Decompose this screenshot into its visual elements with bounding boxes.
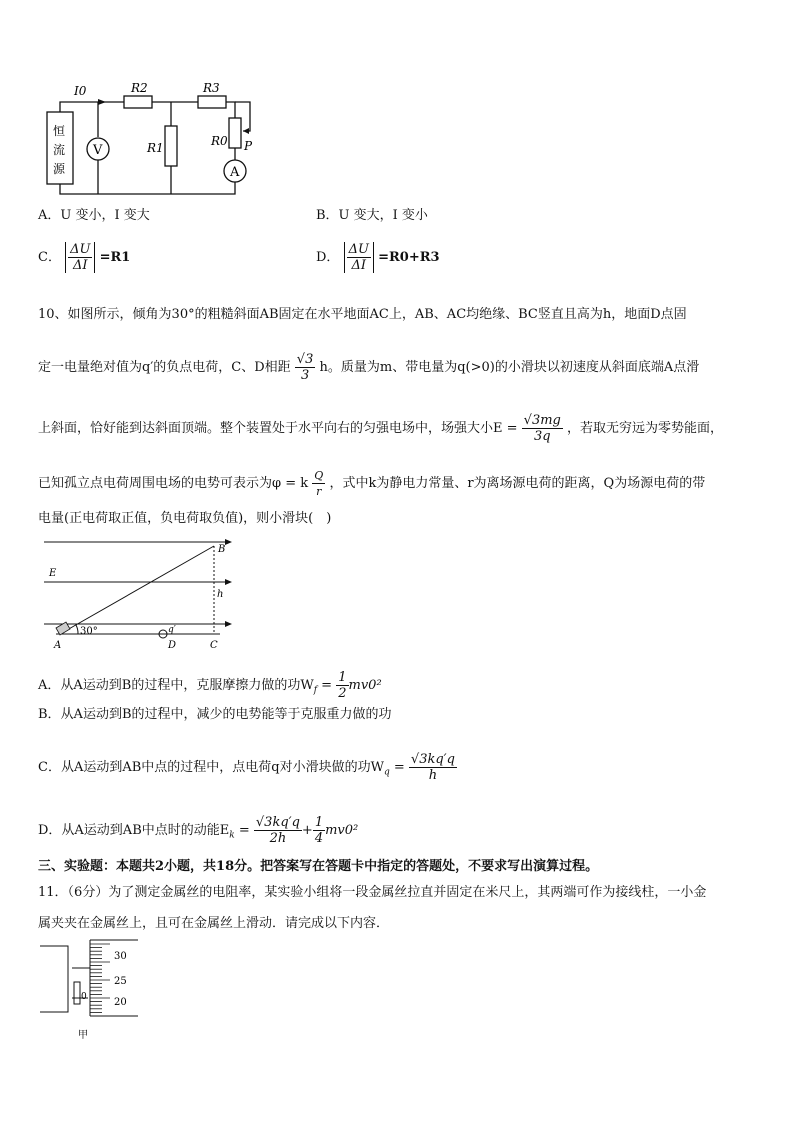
- q10-opt-a-tail: mv0²: [348, 678, 382, 693]
- q10-opt-c-sub: q: [383, 767, 390, 778]
- option-c-label: C．: [38, 250, 61, 265]
- source-label-2: 流: [53, 143, 66, 157]
- q10-line3: [38, 413, 723, 444]
- q10-opt-d-den1: 2h: [269, 831, 287, 846]
- q10-opt-c-num: √3kq′q: [410, 752, 455, 767]
- q10-opt-d-den2: 4: [314, 831, 324, 846]
- micrometer-diagram: [40, 938, 150, 1043]
- height-h-label: h: [217, 589, 224, 600]
- option-c-tail: =R1: [99, 250, 131, 265]
- q11-line1: 11．（6分）为了测定金属丝的电阻率，某实验小组将一段金属丝拉直并固定在米尺上，其两端可作为接线柱，一小金: [38, 885, 707, 900]
- main-scale-zero: 0: [81, 992, 87, 1002]
- current-label: I0: [74, 84, 87, 98]
- field-e-label: E: [49, 568, 57, 579]
- option-d-label: D．: [316, 250, 340, 265]
- point-c-label: C: [210, 640, 218, 650]
- q10-opt-d-num2: 1: [314, 815, 324, 830]
- slider-p-label: P: [244, 139, 253, 153]
- micrometer-caption: 甲: [78, 1030, 88, 1041]
- circuit-diagram: [40, 78, 280, 198]
- q10-opt-c-eq: =: [389, 760, 409, 775]
- option-c-num: ΔU: [70, 242, 91, 257]
- point-b-label: B: [218, 544, 226, 555]
- option-d-den: ΔI: [351, 258, 367, 273]
- q10-line3-den: 3q: [533, 429, 551, 444]
- option-c-abs: [65, 242, 95, 273]
- q10-opt-a-text: A．从A运动到B的过程中，克服摩擦力做的功W: [38, 678, 314, 693]
- q10-opt-d-eq: =: [234, 823, 254, 838]
- q10-opt-c-text: C．从A运动到AB中点的过程中，点电荷q对小滑块做的功W: [38, 760, 384, 775]
- scale-label-30: 30: [114, 951, 127, 962]
- q10-line4-num: Q: [314, 469, 324, 482]
- incline-diagram: [42, 538, 242, 650]
- scale-label-25: 25: [114, 976, 127, 987]
- q9-option-b: B．U 变大，I 变小: [316, 208, 428, 223]
- q10-line2-b: h。质量为m、带电量为q(>0)的小滑块以初速度从斜面底端A点滑: [319, 360, 700, 375]
- q9-option-c: [38, 242, 130, 273]
- q10-line2: [38, 352, 699, 383]
- option-d-num: ΔU: [348, 242, 369, 257]
- scale-label-20: 20: [114, 997, 127, 1008]
- q10-opt-a-den: 2: [338, 686, 347, 701]
- r1-label: R1: [147, 141, 164, 155]
- q10-opt-d-tail: mv0²: [325, 823, 359, 838]
- q10-opt-d-text: D．从A运动到AB中点时的动能E: [38, 823, 230, 838]
- source-label-1: 恒: [53, 124, 66, 138]
- r0-label: R0: [211, 134, 228, 148]
- q10-line2-den: 3: [300, 368, 310, 383]
- q10-opt-d-sub: k: [229, 830, 235, 841]
- q10-line4-a: 已知孤立点电荷周围电场的电势可表示为φ = k: [38, 476, 309, 491]
- q10-opt-a-num: 1: [338, 670, 347, 685]
- q10-opt-d-plus: +: [301, 823, 313, 838]
- option-c-den: ΔI: [73, 258, 88, 273]
- q10-option-a: [38, 670, 382, 701]
- q10-option-b: B．从A运动到B的过程中，减少的电势能等于克服重力做的功: [38, 707, 392, 722]
- q10-line3-a: 上斜面，恰好能到达斜面顶端。整个装置处于水平向右的匀强电场中，场强大小E =: [38, 421, 518, 436]
- option-d-tail: =R0+R3: [378, 250, 440, 265]
- option-d-abs: [344, 242, 374, 273]
- q10-line5: 电量(正电荷取正值，负电荷取负值)，则小滑块( ): [38, 511, 332, 526]
- q10-opt-d-num1: √3kq′q: [255, 815, 300, 830]
- q9-option-d: [316, 242, 440, 273]
- q10-line1: 10、如图所示，倾角为30°的粗糙斜面AB固定在水平地面AC上，AB、AC均绝缘、BC竖直且高为h，地面D点固: [38, 307, 687, 322]
- voltmeter-label: V: [93, 143, 103, 158]
- charge-label: q′: [168, 625, 176, 635]
- point-a-label: A: [54, 640, 62, 650]
- section3-title: 三、实验题：本题共2小题，共18分。把答案写在答题卡中指定的答题处，不要求写出演算过程。: [38, 859, 599, 874]
- q10-line4-b: ，式中k为静电力常量、r为离场源电荷的距离，Q为场源电荷的带: [329, 476, 706, 491]
- q10-line4-den: r: [316, 485, 322, 498]
- r2-label: R2: [131, 81, 148, 95]
- q10-option-c: [38, 752, 457, 783]
- q10-opt-a-eq: =: [317, 678, 337, 693]
- q9-option-a: A．U 变小，I 变大: [38, 208, 150, 223]
- r3-label: R3: [203, 81, 220, 95]
- q10-opt-c-den: h: [428, 768, 438, 783]
- ammeter-label: A: [230, 165, 240, 180]
- q10-line2-a: 定一电量绝对值为q′的负点电荷，C、D相距: [38, 360, 291, 375]
- q10-line4: [38, 468, 705, 499]
- q10-opt-a-sub: f: [313, 685, 318, 696]
- q10-line3-b: ，若取无穷远为零势能面，: [567, 421, 724, 436]
- q10-option-d: [38, 815, 358, 846]
- angle-label: 30°: [80, 626, 98, 637]
- q10-line2-num: √3: [296, 352, 314, 367]
- q10-line3-num: √3mg: [523, 413, 561, 428]
- q11-line2: 属夹夹在金属丝上，且可在金属丝上滑动．请完成以下内容．: [38, 916, 390, 931]
- point-d-label: D: [168, 640, 177, 650]
- source-label-3: 源: [53, 162, 66, 176]
